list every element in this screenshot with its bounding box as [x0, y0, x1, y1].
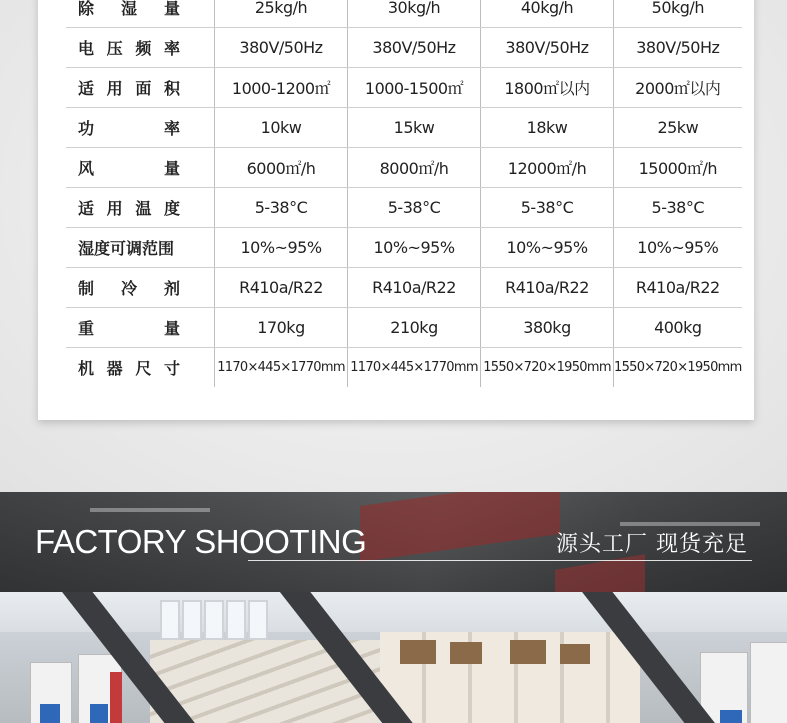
spec-label-text: 适 用 面 积: [78, 79, 180, 98]
spec-value: 8000㎡/h: [348, 148, 481, 188]
spec-row: [66, 308, 742, 348]
factory-title-underline: [248, 560, 752, 561]
spec-value: 380kg: [481, 308, 614, 348]
spec-value: 1170×445×1770mm: [348, 348, 481, 388]
spec-value: 25kg/h: [215, 0, 348, 28]
spec-row: [66, 28, 742, 68]
photo-window: [204, 600, 224, 640]
spec-row: [66, 0, 742, 28]
spec-value: 1000-1500㎡: [348, 68, 481, 108]
spec-value: R410a/R22: [614, 268, 742, 308]
spec-value: 50kg/h: [614, 0, 742, 28]
spec-value: 380V/50Hz: [481, 28, 614, 68]
photo-window: [248, 600, 268, 640]
spec-value: 10%~95%: [481, 228, 614, 268]
spec-label: [66, 28, 215, 68]
spec-label: [66, 348, 215, 388]
photo-window: [226, 600, 246, 640]
carton: [400, 640, 436, 664]
spec-table: [66, 0, 742, 387]
spec-value: 400kg: [614, 308, 742, 348]
spec-row: [66, 188, 742, 228]
spec-value: 18kw: [481, 108, 614, 148]
spec-label-text: 风 量: [78, 159, 180, 178]
spec-label: [66, 268, 215, 308]
carton: [510, 640, 546, 664]
spec-value: 1550×720×1950mm: [481, 348, 614, 388]
spec-label-text: 机 器 尺 寸: [78, 359, 180, 378]
spec-row: [66, 228, 742, 268]
dehumidifier-unit: [750, 642, 787, 723]
carton: [450, 642, 482, 664]
spec-row: [66, 268, 742, 308]
carton: [560, 644, 590, 664]
spec-value: 5-38°C: [348, 188, 481, 228]
blue-unit: [40, 704, 60, 723]
spec-value: 25kw: [614, 108, 742, 148]
spec-row: [66, 148, 742, 188]
spec-value: 6000㎡/h: [215, 148, 348, 188]
spec-value: 12000㎡/h: [481, 148, 614, 188]
spec-label-text: 湿度可调范围: [78, 239, 175, 258]
spec-label: [66, 68, 215, 108]
spec-value: 15000㎡/h: [614, 148, 742, 188]
blue-unit: [720, 710, 742, 723]
red-unit: [110, 672, 122, 723]
spec-value: 15kw: [348, 108, 481, 148]
ceiling-light: [90, 508, 210, 512]
spec-label-text: 适 用 温 度: [78, 199, 180, 218]
spec-value: 1000-1200㎡: [215, 68, 348, 108]
spec-label: [66, 308, 215, 348]
spec-value: 30kg/h: [348, 0, 481, 28]
spec-value: 5-38°C: [614, 188, 742, 228]
photo-window: [160, 600, 180, 640]
blue-unit: [90, 704, 108, 723]
spec-label: [66, 108, 215, 148]
factory-title: FACTORY SHOOTING: [35, 523, 367, 560]
spec-label: [66, 0, 215, 28]
spec-value: 1800㎡以内: [481, 68, 614, 108]
spec-row: [66, 348, 742, 388]
spec-label-text: 功 率: [78, 119, 180, 138]
spec-value: 5-38°C: [215, 188, 348, 228]
spec-value: 380V/50Hz: [614, 28, 742, 68]
ceiling-light: [620, 522, 760, 526]
spec-value: 2000㎡以内: [614, 68, 742, 108]
spec-value: 380V/50Hz: [215, 28, 348, 68]
spec-label-text: 重 量: [78, 319, 180, 338]
photo-window: [182, 600, 202, 640]
spec-value: 10%~95%: [614, 228, 742, 268]
spec-label: [66, 188, 215, 228]
spec-label-text: 制 冷 剂: [78, 279, 180, 298]
spec-value: 10%~95%: [215, 228, 348, 268]
spec-value: 170kg: [215, 308, 348, 348]
spec-value: R410a/R22: [348, 268, 481, 308]
spec-value: 380V/50Hz: [348, 28, 481, 68]
spec-value: 40kg/h: [481, 0, 614, 28]
spec-value: 5-38°C: [481, 188, 614, 228]
banner-poster: [360, 492, 560, 562]
spec-label-text: 电 压 频 率: [78, 39, 180, 58]
spec-label: [66, 148, 215, 188]
spec-value: 10kw: [215, 108, 348, 148]
spec-value: 1170×445×1770mm: [215, 348, 348, 388]
factory-subtitle: 源头工厂 现货充足: [556, 532, 748, 557]
spec-value: R410a/R22: [215, 268, 348, 308]
spec-label-text: 除 湿 量: [78, 0, 180, 18]
spec-label: [66, 228, 215, 268]
spec-row: [66, 68, 742, 108]
spec-value: R410a/R22: [481, 268, 614, 308]
spec-row: [66, 108, 742, 148]
spec-value: 10%~95%: [348, 228, 481, 268]
factory-photo: [0, 592, 787, 723]
spec-value: 1550×720×1950mm: [614, 360, 742, 375]
spec-value: 210kg: [348, 308, 481, 348]
